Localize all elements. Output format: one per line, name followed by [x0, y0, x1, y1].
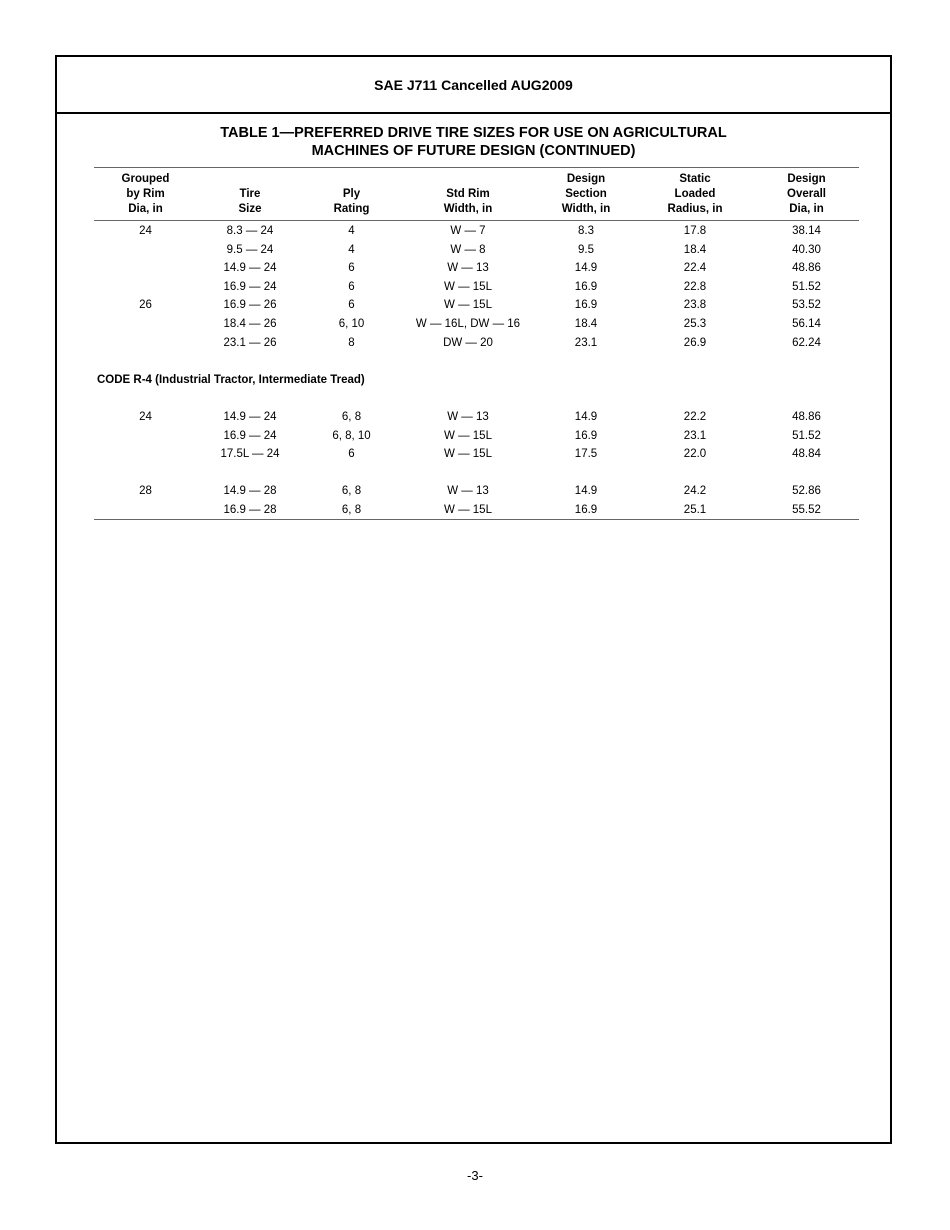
table-cell: W — 15L: [444, 299, 492, 312]
column-header-line: Section: [565, 188, 607, 200]
column-header-line: Width, in: [561, 203, 611, 215]
table-cell: 4: [348, 243, 355, 256]
table-cell: 56.14: [792, 317, 821, 330]
table-row: [94, 296, 859, 315]
table-cell: W — 15L: [400, 501, 536, 520]
table-row: [94, 408, 859, 427]
table-cell: 48.86: [792, 262, 821, 275]
table-cell: 6, 8: [341, 411, 362, 424]
column-header: [636, 168, 754, 221]
table-body: [94, 221, 859, 520]
table-cell: 16.9: [574, 429, 598, 442]
table-cell: 22.4: [683, 262, 707, 275]
table-cell: 14.9 — 28: [223, 484, 277, 497]
table-cell: 17.5L — 24: [220, 448, 280, 461]
table-cell: 22.8: [683, 280, 707, 293]
table-cell: 25.1: [636, 501, 754, 520]
table-cell: 4: [348, 225, 355, 237]
table-cell: [94, 315, 197, 334]
table-row: [94, 501, 859, 520]
column-header-line: Size: [238, 203, 262, 215]
table-cell: 18.4: [574, 317, 598, 330]
table-cell: 14.9 — 24: [223, 411, 277, 424]
table-cell: 6: [348, 280, 355, 293]
table-cell: W — 13: [447, 262, 489, 275]
table-cell: 17.8: [683, 225, 707, 237]
table-cell: 48.84: [792, 448, 821, 461]
table-cell: 23.8: [683, 299, 707, 312]
table-cell: 8.3: [578, 225, 594, 237]
table-cell: 26.9: [683, 336, 707, 349]
table-cell: 22.2: [683, 411, 707, 424]
table-cell: 18.4 — 26: [223, 317, 277, 330]
table-cell: 40.30: [792, 243, 821, 256]
column-header-line: Grouped: [121, 173, 170, 185]
column-header: [754, 168, 859, 221]
table-cell: 48.86: [792, 411, 821, 424]
table-row: [94, 334, 859, 353]
column-header-line: Tire: [239, 188, 261, 200]
table-cell: 62.24: [792, 336, 821, 349]
table-cell: 24: [139, 225, 152, 237]
table-cell: 16.9 — 26: [223, 299, 277, 312]
column-header-line: Ply: [342, 188, 361, 200]
column-header-line: Rating: [333, 203, 370, 215]
spacer-cell: [94, 464, 859, 482]
table-cell: [94, 501, 197, 520]
table-cell: 51.52: [792, 429, 821, 442]
table-cell: 6, 8, 10: [332, 429, 371, 442]
column-header-line: Dia, in: [128, 203, 163, 215]
table-cell: [94, 241, 197, 260]
table-cell: W — 13: [447, 411, 489, 424]
table-cell: 14.9 — 24: [223, 262, 277, 275]
tire-size-table: [94, 167, 859, 520]
table-cell: 53.52: [792, 299, 821, 312]
table-cell: 16.9: [536, 501, 636, 520]
table-cell: 24: [139, 411, 152, 424]
spacer-row: [94, 464, 859, 482]
table-row: [94, 241, 859, 260]
column-header: [400, 168, 536, 221]
table-cell: 23.1: [683, 429, 707, 442]
column-header: [94, 168, 197, 221]
column-header-line: Dia, in: [789, 203, 824, 215]
page-number: -3-: [467, 1168, 483, 1183]
table-title-line-1: TABLE 1—PREFERRED DRIVE TIRE SIZES FOR USE ON AGRICULTURAL: [220, 125, 727, 141]
table-cell: 8.3 — 24: [226, 225, 274, 237]
page-frame: [55, 55, 892, 1144]
table-cell: 52.86: [792, 484, 821, 497]
table-cell: W — 13: [447, 484, 489, 497]
table-cell: 23.1: [574, 336, 598, 349]
table-cell: 51.52: [792, 280, 821, 293]
column-header-line: Std Rim: [446, 188, 490, 200]
column-header: [303, 168, 400, 221]
table-row: [94, 315, 859, 334]
column-header: [197, 168, 303, 221]
table-cell: 6, 8: [303, 501, 400, 520]
table-cell: W — 15L: [444, 429, 492, 442]
table-cell: [94, 278, 197, 297]
table-cell: 6, 10: [338, 317, 365, 330]
table-header: [94, 168, 859, 221]
column-header-line: Loaded: [674, 188, 716, 200]
table-cell: 23.1 — 26: [223, 336, 277, 349]
table-cell: 16.9: [574, 280, 598, 293]
column-header-line: Design: [566, 173, 606, 185]
table-cell: [94, 334, 197, 353]
table-cell: 18.4: [683, 243, 707, 256]
table-cell: 22.0: [683, 448, 707, 461]
column-header-line: Overall: [787, 188, 826, 200]
table-cell: 38.14: [792, 225, 821, 237]
table-cell: 25.3: [683, 317, 707, 330]
table-cell: 16.9 — 24: [223, 429, 277, 442]
table-cell: W — 16L, DW — 16: [415, 317, 521, 330]
table-cell: W — 15L: [444, 280, 492, 293]
table-row: [94, 221, 859, 241]
table-cell: 26: [139, 299, 152, 312]
column-header: [536, 168, 636, 221]
table-cell: 6: [348, 448, 355, 461]
table-cell: 9.5 — 24: [226, 243, 274, 256]
table-cell: 24.2: [683, 484, 707, 497]
table-row: [94, 482, 859, 501]
table-cell: [94, 427, 197, 446]
table-cell: 16.9 — 28: [197, 501, 303, 520]
table-cell: W — 8: [450, 243, 486, 256]
column-header-line: by Rim: [126, 188, 165, 200]
table-row: [94, 259, 859, 278]
table-cell: 14.9: [574, 262, 598, 275]
table-cell: 17.5: [574, 448, 598, 461]
tire-size-table-container: [94, 167, 859, 520]
table-cell: 6: [348, 262, 355, 275]
table-cell: [94, 445, 197, 464]
document-header: [57, 57, 890, 114]
table-title: [57, 124, 890, 160]
table-cell: 8: [348, 336, 355, 349]
table-cell: 14.9: [574, 411, 598, 424]
column-header-line: Radius, in: [667, 203, 723, 215]
column-header-line: Width, in: [443, 203, 493, 215]
column-header-line: Design: [787, 173, 826, 185]
table-header-row: [94, 168, 859, 221]
table-cell: 16.9 — 24: [223, 280, 277, 293]
section-label: CODE R-4 (Industrial Tractor, Intermediate Tread): [97, 374, 365, 387]
table-cell: 6, 8: [341, 484, 362, 497]
table-cell: [94, 259, 197, 278]
table-cell: 28: [139, 484, 152, 497]
column-header-line: Static: [679, 173, 711, 185]
table-cell: W — 15L: [444, 448, 492, 461]
table-row: [94, 445, 859, 464]
table-title-line-2: MACHINES OF FUTURE DESIGN (CONTINUED): [311, 143, 636, 159]
document-title: SAE J711 Cancelled AUG2009: [374, 76, 573, 93]
table-cell: 14.9: [574, 484, 598, 497]
table-cell: 55.52: [754, 501, 859, 520]
table-cell: 6: [348, 299, 355, 312]
table-row: [94, 427, 859, 446]
table-cell: W — 7: [450, 225, 486, 237]
table-cell: 16.9: [574, 299, 598, 312]
table-cell: DW — 20: [443, 336, 493, 349]
section-label-row: [94, 352, 859, 408]
table-row: [94, 278, 859, 297]
table-cell: 9.5: [578, 243, 594, 256]
